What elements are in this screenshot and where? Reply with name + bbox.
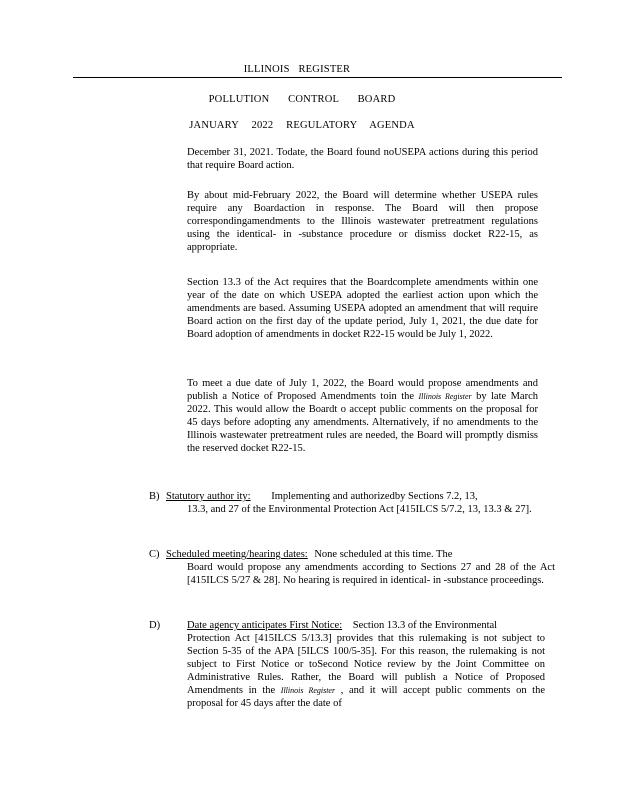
publication-name: Illinois Register xyxy=(418,392,472,401)
item-label: D) xyxy=(149,620,161,631)
paragraph-usepa-actions xyxy=(187,146,538,172)
text-run: To meet a due date of July 1, 2022, the Board would propose amendments and publish a Notice of Proposed Amendments toin the xyxy=(187,378,538,402)
paragraph-text: December 31, 2021. Todate, the Board found noUSEPA actions during this period that require Board action. xyxy=(187,147,538,171)
item-label: B) xyxy=(149,491,160,502)
item-body: Board would propose any amendments according to Sections 27 and 28 of the Act [415ILCS 5/27 & 28]. No hearing is required in identical- in -substance proceedings. xyxy=(187,562,555,586)
item-text: Section 13.3 of the Environmental xyxy=(352,620,498,631)
item-first-line xyxy=(166,490,478,503)
item-heading: Statutory author ity: xyxy=(166,491,251,502)
text-run: Protection Act [415ILCS 5/13.3] provides that this rulemaking is not subject to Section 5-35 of the APA [5ILCS 100/5-35]. For this reason, the rulemaking is not subject to First Notice or toSecond Notice review by the Joint Committee on Administrative Rules. Rather, the Board will publish a Notice of Proposed Amendments in the xyxy=(187,633,545,696)
paragraph-text: Section 13.3 of the Act requires that the Boardcomplete amendments within one year of the date on which USEPA adopted the earliest action upon which the amendments are based. Assuming USEPA adopted an amendment that will require Board action on the first day of the update period, July 1, 2021, the due date for Board adoption of amendments in docket R22-15 would be July 1, 2022. xyxy=(187,277,538,340)
agenda-title: JANUARY 2022 REGULATORY AGENDA xyxy=(189,120,415,131)
paragraph-due-date xyxy=(187,377,538,455)
item-heading: Scheduled meeting/hearing dates: xyxy=(166,549,308,560)
paragraph-text: By about mid-February 2022, the Board will determine whether USEPA rules require any Boardaction in response. The Board will then propose correspondingamendments to the Illinois wastewater pretreatment regulations using the identical- in -substance procedure or dismiss docket R22-15, as appropriate. xyxy=(187,190,538,253)
publication-name: Illinois Register xyxy=(280,686,336,695)
item-heading: Date agency anticipates First Notice: xyxy=(187,620,343,631)
item-first-line xyxy=(166,548,452,561)
paragraph-section-13-3 xyxy=(187,276,538,341)
item-text: Implementing and authorizedby Sections 7.2, 13, xyxy=(271,491,478,502)
paragraph-board-determination xyxy=(187,189,538,254)
item-body: 13.3, and 27 of the Environmental Protection Act [415ILCS 5/7.2, 13, 13.3 & 27]. xyxy=(187,504,532,515)
register-title: ILLINOIS REGISTER xyxy=(243,64,351,75)
item-text: None scheduled at this time. The xyxy=(314,549,453,560)
item-first-line xyxy=(187,619,497,632)
text-run: , and it will accept public comments on the proposal for 45 days after the date of xyxy=(187,685,546,709)
text-run: by late March 2022. This would allow the Boardt o accept public comments on the proposal for 45 days before adopting any amendments. Alternatively, if no amendments to the Illinois wastewater pretreatment rules are needed, the Board will promptly dismiss the reserved docket R22-15. xyxy=(187,391,538,454)
item-body xyxy=(187,632,545,710)
paragraph-text xyxy=(187,377,538,455)
header-rule xyxy=(73,77,562,78)
item-label: C) xyxy=(149,549,160,560)
board-name: POLLUTION CONTROL BOARD xyxy=(208,94,396,105)
